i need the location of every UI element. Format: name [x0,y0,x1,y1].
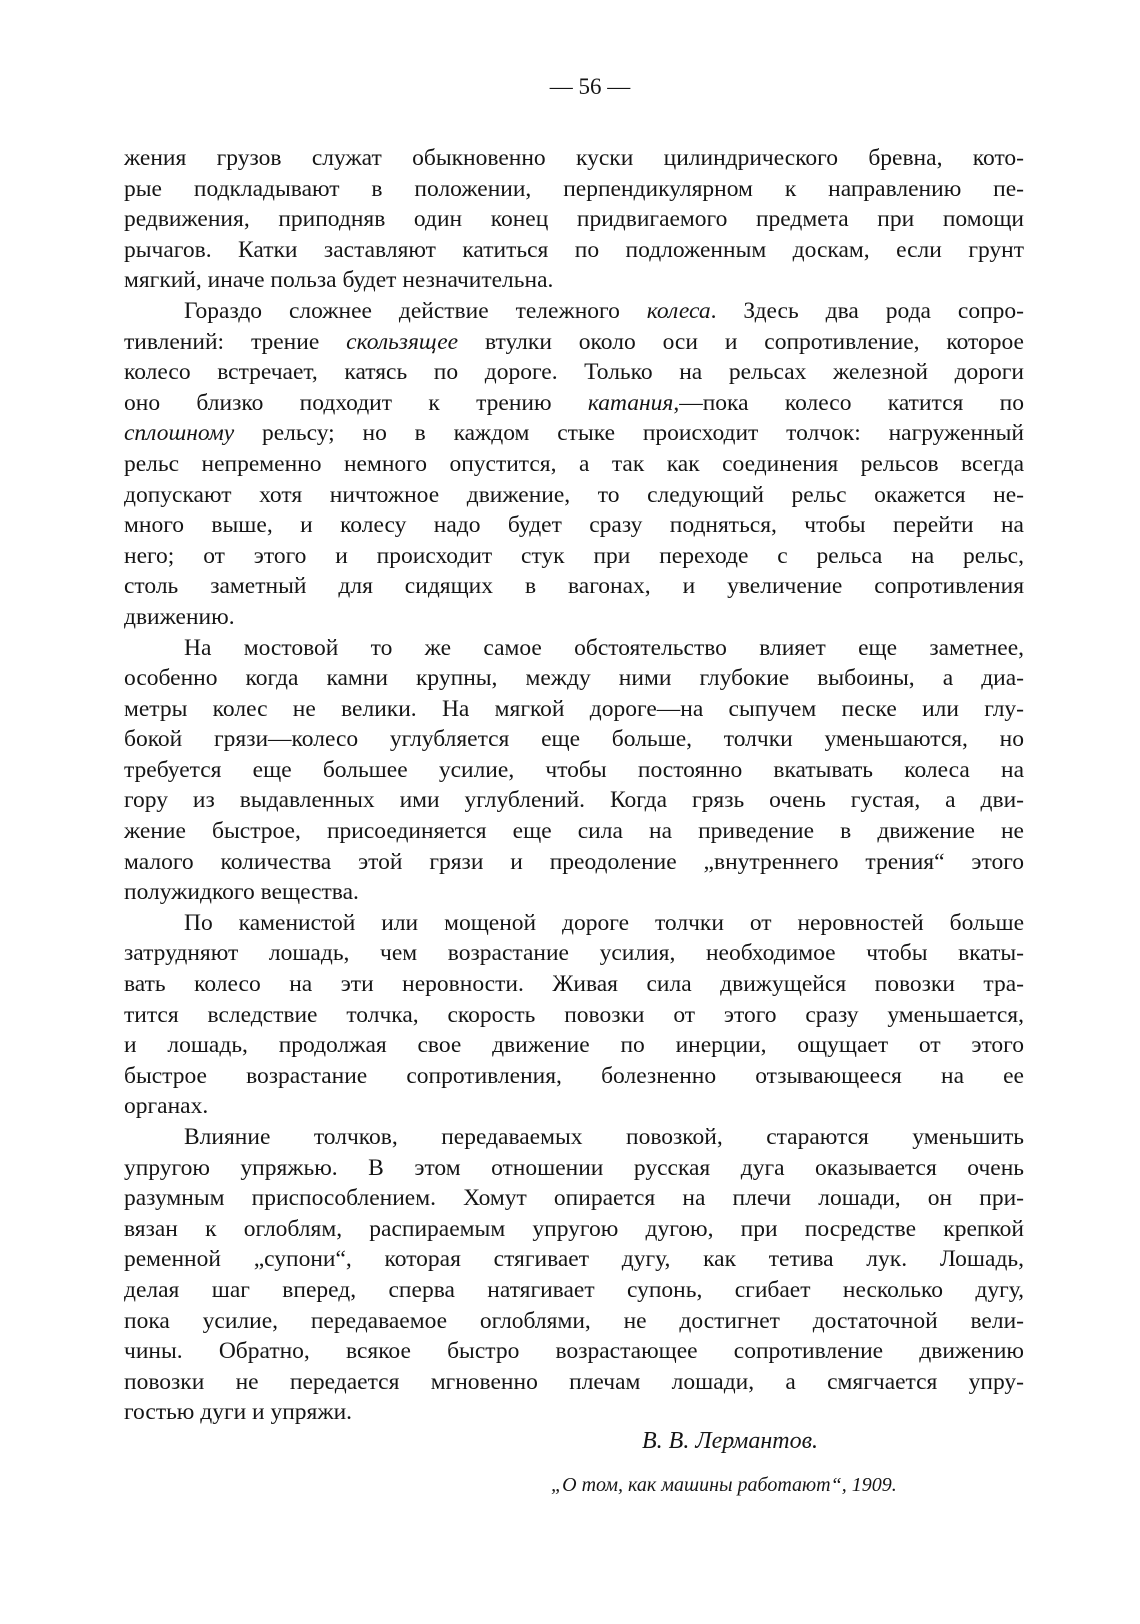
text-line [124,816,1024,847]
text-line [124,1153,1024,1184]
text-segment: органах. [124,1093,209,1120]
text-segment: вязан к оглоблям, распираемым упругою дугою, при посредстве крепкой [124,1215,1024,1242]
italic-text: катания [587,389,674,416]
text-line [124,663,1024,694]
text-segment: тится вследствие толчка, скорость повозки от этого сразу уменьшается, [124,1001,1024,1028]
text-segment: пока усилие, передаваемое оглоблями, не достигнет достаточной вели- [124,1307,1024,1334]
text-segment: . Здесь два рода сопро- [710,297,1024,324]
text-line [124,510,1024,541]
text-line [124,480,1024,511]
text-line [124,694,1024,725]
text-segment: гостью дуги и упряжи. [124,1399,353,1426]
text-line [124,1397,1024,1428]
text-segment: Гораздо сложнее действие тележного [184,297,647,324]
text-line [124,908,1024,939]
text-segment: мягкий, иначе польза будет незначительна. [124,267,554,294]
text-line [124,174,1024,205]
text-segment: Влияние толчков, передаваемых повозкой, стараются уменьшить [184,1124,1024,1150]
text-segment: требуется еще большее усилие, чтобы постоянно вкатывать колеса на [124,756,1024,783]
paragraph [124,908,1024,1122]
text-segment: редвижения, приподняв один конец придвигаемого предмета при помощи [124,206,1024,233]
text-line [124,235,1024,266]
text-segment: столь заметный для сидящих в вагонах, и увеличение сопротивления [124,573,1024,600]
text-line [124,143,1024,174]
italic-text: скользящее [346,328,459,355]
text-line [124,969,1024,1000]
text-line [124,785,1024,816]
text-segment: движению. [124,603,235,630]
text-line [124,938,1024,969]
text-segment: рельс непременно немного опустится, а так как соединения рельсов всегда [124,450,1024,477]
text-segment: На мостовой то же самое обстоятельство влияет еще заметнее, [184,634,1024,661]
text-line [124,1183,1024,1214]
text-segment: рельсу; но в каждом стыке происходит толчок: нагруженный [234,420,1024,447]
text-line [124,1122,1024,1153]
text-segment: разумным приспособлением. Хомут опирается на плечи лошади, он при- [124,1185,1024,1212]
text-line [124,633,1024,664]
text-segment: много выше, и колесу надо будет сразу подняться, чтобы перейти на [124,512,1024,539]
author-signature: В. В. Лермантов. [642,1428,819,1454]
text-line [124,1214,1024,1245]
text-line [124,755,1024,786]
text-line [124,847,1024,878]
text-segment: втулки около оси и сопротивление, которое [458,328,1024,355]
text-segment: упругою упряжью. В этом отношении русская дуга оказывается очень [124,1154,1024,1181]
text-segment: него; от этого и происходит стук при переходе с рельса на рельс, [124,542,1024,569]
text-line [124,541,1024,572]
text-segment: гору из выдавленных ими углублений. Когда грязь очень густая, а дви- [124,787,1024,814]
text-line [124,1336,1024,1367]
text-segment: жение быстрое, присоединяется еще сила на приведение в движение не [124,818,1024,845]
text-segment: По каменистой или мощеной дороге толчки от неровностей больше [184,909,1024,936]
source-citation: „О том, как машины работают“, 1909. [551,1474,897,1496]
text-line [124,1306,1024,1337]
paragraph [124,633,1024,908]
italic-text: сплошному [124,420,235,447]
text-line [124,327,1024,358]
text-line [124,418,1024,449]
text-segment: тивлений: трение [124,328,347,355]
text-segment: особенно когда камни крупны, между ними глубокие выбоины, а диа- [124,665,1024,692]
text-line [124,877,1024,908]
text-segment: делая шаг вперед, сперва натягивает супонь, сгибает несколько дугу, [124,1276,1024,1303]
paragraph [124,1122,1024,1428]
text-line [124,388,1024,419]
paragraph [124,296,1024,633]
text-line [124,1275,1024,1306]
text-line [124,296,1024,327]
text-segment: допускают хотя ничтожное движение, то следующий рельс окажется не- [124,481,1024,508]
text-line [124,1244,1024,1275]
text-line [124,449,1024,480]
text-line [124,1000,1024,1031]
text-segment: рычагов. Катки заставляют катиться по подложенным доскам, если грунт [124,236,1024,263]
text-segment: ременной „супони“, которая стягивает дугу, как тетива лук. Лошадь, [124,1246,1024,1273]
text-line [124,1030,1024,1061]
text-segment: малого количества этой грязи и преодоление „внутреннего трения“ этого [124,848,1024,875]
text-segment: полужидкого вещества. [124,879,359,906]
text-segment: метры колес не велики. На мягкой дороге—на сыпучем песке или глу- [124,695,1024,722]
text-segment: оно близко подходит к трению [124,389,588,416]
text-line [124,571,1024,602]
body-text [124,143,1024,1428]
italic-text: колеса [646,297,711,324]
text-segment: быстрое возрастание сопротивления, болезненно отзывающееся на ее [124,1062,1024,1089]
text-line [124,204,1024,235]
text-segment: колесо встречает, катясь по дороге. Только на рельсах железной дороги [124,359,1024,386]
paragraph [124,143,1024,296]
text-segment: бокой грязи—колесо углубляется еще больше, толчки уменьшаются, но [124,726,1024,753]
text-segment: рые подкладывают в положении, перпендикулярном к направлению пе- [124,175,1024,202]
text-line [124,1061,1024,1092]
page-number: — 56 — [549,74,631,99]
text-segment: повозки не передается мгновенно плечам лошади, а смягчается упру- [124,1368,1024,1395]
text-segment: вать колесо на эти неровности. Живая сила движущейся повозки тра- [124,971,1024,998]
text-line [124,357,1024,388]
text-segment: жения грузов служат обыкновенно куски цилиндрического бревна, кото- [124,145,1024,171]
text-line [124,1367,1024,1398]
text-line [124,724,1024,755]
text-segment: и лошадь, продолжая свое движение по инерции, ощущает от этого [124,1032,1024,1059]
text-segment: затрудняют лошадь, чем возрастание усилия, необходимое чтобы вкаты- [124,940,1024,967]
text-segment: чины. Обратно, всякое быстро возрастающее сопротивление движению [124,1338,1024,1365]
text-line [124,602,1024,633]
text-line [124,265,1024,296]
text-line [124,1091,1024,1122]
text-segment: ,—пока колесо катится по [673,389,1024,416]
